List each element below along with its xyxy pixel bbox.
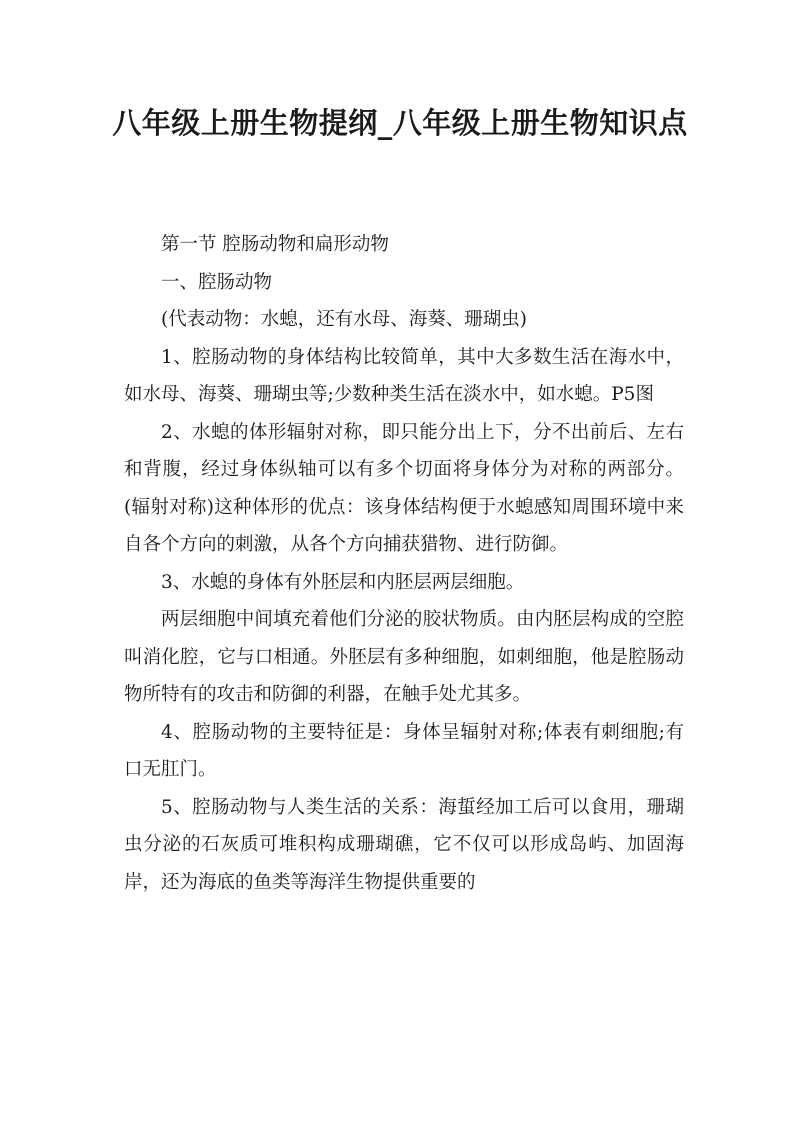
document-body	[124, 226, 684, 901]
representative-animals: (代表动物：水螅，还有水母、海葵、珊瑚虫)	[161, 309, 527, 330]
paragraph: 4、腔肠动物的主要特征是：身体呈辐射对称;体表有刺细胞;有口无肛门。	[124, 721, 684, 780]
paragraph: 5、腔肠动物与人类生活的关系：海蜇经加工后可以食用，珊瑚虫分泌的石灰质可堆积构成珊瑚礁，它不仅可以形成岛屿、加固海岸，还为海底的鱼类等海洋生物提供重要的	[124, 796, 684, 893]
paragraph: 3、水螅的身体有外胚层和内胚层两层细胞。	[161, 571, 525, 593]
paragraph: 两层细胞中间填充着他们分泌的胶状物质。由内胚层构成的空腔叫消化腔，它与口相通。外胚层有多种细胞，如刺细胞，他是腔肠动物所特有的攻击和防御的利器，在触手处尤其多。	[124, 609, 684, 705]
section-heading: 第一节 腔肠动物和扁形动物	[161, 234, 389, 255]
paragraph: 1、腔肠动物的身体结构比较简单，其中大多数生活在海水中，如水母、海葵、珊瑚虫等;少数种类生活在淡水中，如水螅。P5图	[124, 346, 684, 405]
paragraph: 2、水螅的体形辐射对称，即只能分出上下，分不出前后、左右和背腹，经过身体纵轴可以有多个切面将身体分为对称的两部分。(辐射对称)这种体形的优点：该身体结构便于水螅感知周围环境中来自各个方向的刺激，从各个方向捕获猎物、进行防御。	[124, 421, 684, 555]
document-title: 八年级上册生物提纲_八年级上册生物知识点	[112, 106, 688, 140]
subsection-heading: 一、腔肠动物	[161, 271, 273, 293]
